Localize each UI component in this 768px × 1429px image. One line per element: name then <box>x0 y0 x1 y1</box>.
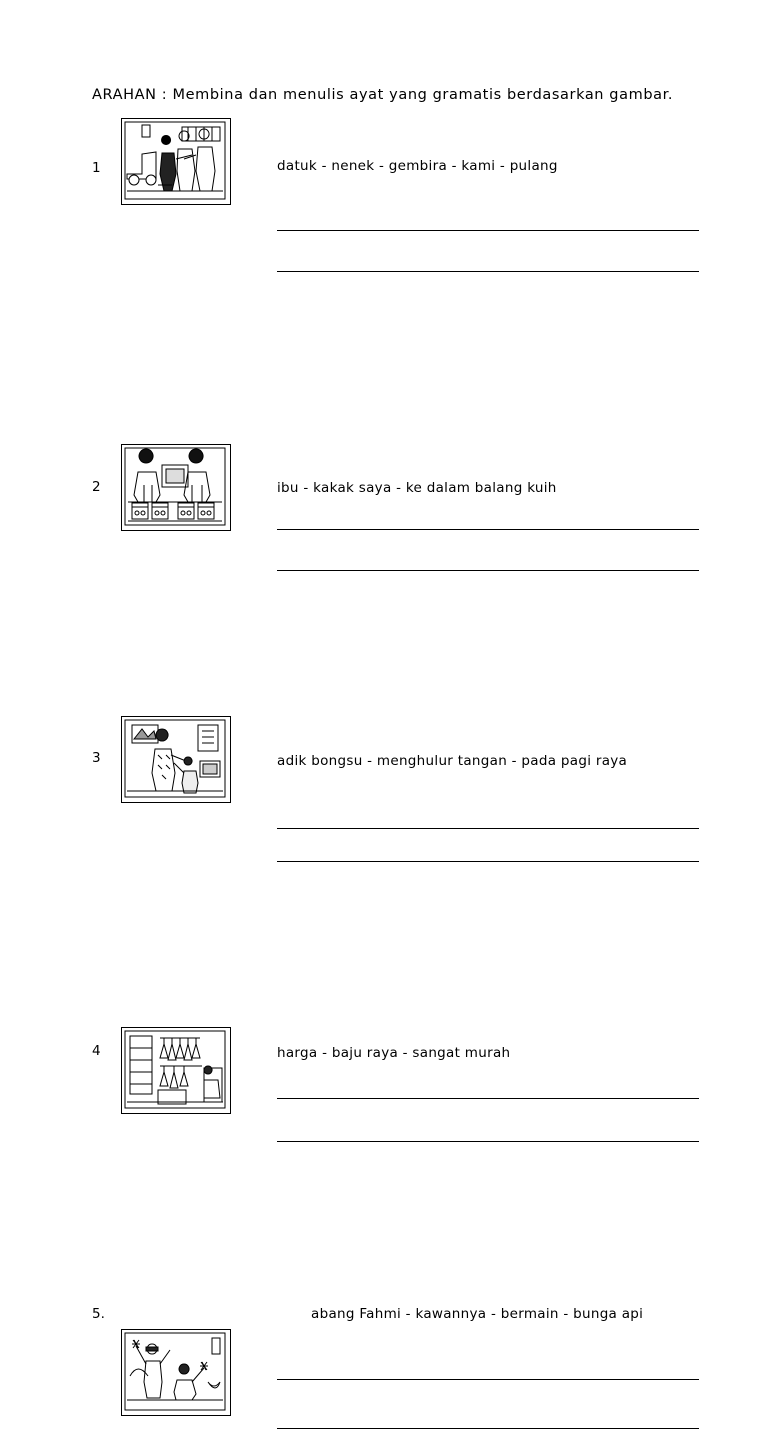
answer-line[interactable] <box>277 271 699 272</box>
question-row <box>0 428 768 769</box>
question-number: 4 <box>92 1043 101 1059</box>
question-number: 1 <box>92 160 101 176</box>
question-prompt: adik bongsu - menghulur tangan - pada pagi raya <box>277 753 628 769</box>
question-list <box>0 118 768 1322</box>
question-image <box>121 1027 231 1114</box>
question-row <box>0 118 768 284</box>
answer-line[interactable] <box>277 230 699 231</box>
question-prompt: ibu - kakak saya - ke dalam balang kuih <box>277 480 557 496</box>
question-number: 3 <box>92 750 101 766</box>
answer-lines <box>277 1098 699 1142</box>
answer-line[interactable] <box>277 1379 699 1380</box>
question-prompt: datuk - nenek - gembira - kami - pulang <box>277 158 558 174</box>
question-image <box>121 1329 231 1416</box>
answer-line[interactable] <box>277 1098 699 1099</box>
question-row <box>0 284 768 496</box>
question-number: 2 <box>92 479 101 495</box>
answer-line[interactable] <box>277 1141 699 1142</box>
answer-lines <box>277 230 699 272</box>
question-number: 5. <box>92 1306 105 1322</box>
question-prompt: abang Fahmi - kawannya - bermain - bunga api <box>311 1306 644 1322</box>
answer-lines <box>277 1379 699 1429</box>
question-prompt: harga - baju raya - sangat murah <box>277 1045 511 1061</box>
instruction-text: ARAHAN : Membina dan menulis ayat yang gramatis berdasarkan gambar. <box>92 87 674 103</box>
question-image <box>121 118 231 205</box>
